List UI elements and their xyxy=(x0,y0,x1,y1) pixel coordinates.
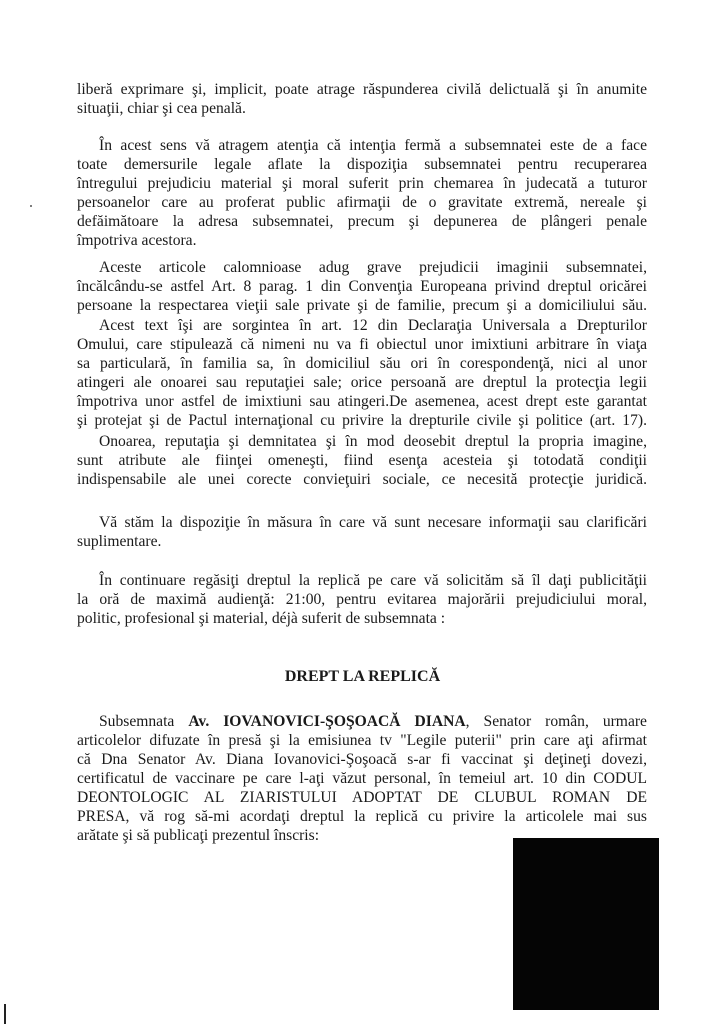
text-line: DEONTOLOGIC AL ZIARISTULUI ADOPTAT DE CLUBUL ROMAN DE xyxy=(77,789,647,806)
text-line: sa particulară, în familia sa, în domiciliul său ori în corespondenţă, nici al unor xyxy=(77,355,647,372)
text-line: Omului, care stipulează că nimeni nu va fi obiectul unor imixtiuni arbitrare în viaţa xyxy=(77,336,647,353)
text-line: împotriva acestora. xyxy=(77,232,197,249)
paragraph-3 xyxy=(77,258,647,315)
text-line: În continuare regăsiţi dreptul la replică pe care vă solicităm să îl daţi publicităţii xyxy=(99,572,647,589)
paragraph-6 xyxy=(77,513,647,551)
text-line: În acest sens vă atragem atenţia că intenţia fermă a subsemnatei este de a face xyxy=(99,137,647,154)
text-line: arătate şi să publicaţi prezentul înscris: xyxy=(77,827,320,844)
paragraph-5 xyxy=(77,432,647,489)
reply-lead-rest: , Senator român, urmare xyxy=(465,713,647,730)
text-line: Aceste articole calomnioase adug grave prejudicii imaginii subsemnatei, xyxy=(99,259,647,276)
text-line: articolelor difuzate în presă şi la emisiunea tv "Legile puterii" prin care aţi afirmat xyxy=(77,732,647,749)
text-line: încălcându-se astfel Art. 8 parag. 1 din Convenţia Europeana privind dreptul oricărei xyxy=(77,278,647,295)
reply-lead-line xyxy=(77,712,647,731)
text-line: la oră de maximă audienţă: 21:00, pentru evitarea majorării prejudiciului moral, xyxy=(77,591,647,608)
text-line: împotriva unor astfel de imixtiuni sau atingeri.De asemenea, acest drept este garantat xyxy=(77,393,647,410)
text-line: Acest text îşi are sorgintea în art. 12 din Declaraţia Universala a Drepturilor xyxy=(99,317,647,334)
text-line: PRESA, vă rog să-mi acordaţi dreptul la replică cu privire la articolele mai sus xyxy=(77,808,647,825)
signatory-name: Av. IOVANOVICI-ŞOŞOACĂ DIANA xyxy=(188,713,466,730)
text-line: persoane la respectarea vieţii sale private şi de familie, precum şi a domiciliului său. xyxy=(77,297,647,314)
text-line: persoanelor care au proferat public afirmaţii de o gravitate extremă, nereale şi xyxy=(77,194,647,211)
paragraph-7 xyxy=(77,571,647,628)
text-line: toate demersurile legale aflate la dispoziţia subsemnatei pentru recuperarea xyxy=(77,156,647,173)
text-line: politic, profesional şi material, déjà suferit de subsemnata : xyxy=(77,610,446,627)
text-line: indispensabile ale unei corecte convieţuiri sociale, ce necesită protecţie juridică. xyxy=(77,471,647,488)
paragraph-2 xyxy=(77,136,647,250)
text-line: că Dna Senator Av. Diana Iovanovici-Şoşoacă s-ar fi vaccinat şi deţineţi dovezi, xyxy=(77,751,647,768)
text-line: atingeri ale onoarei sau reputaţiei sale; orice persoană are dreptul la protecţia legii xyxy=(77,374,647,391)
reply-lead-plain: Subsemnata xyxy=(99,713,189,730)
redaction-block xyxy=(513,838,659,1010)
reply-paragraph xyxy=(77,712,647,845)
paragraph-1 xyxy=(77,80,647,118)
text-line: sunt atribute ale fiinţei omeneşti, fiind esenţa acesteia şi totodată condiţii xyxy=(77,452,647,469)
text-line: Onoarea, reputaţia şi demnitatea şi în mod deosebit dreptul la propria imagine, xyxy=(99,433,647,450)
text-line: situaţii, chiar şi cea penală. xyxy=(77,100,246,117)
text-line: şi protejat şi de Pactul internaţional cu privire la drepturile civile şi politice (art. 17). xyxy=(77,412,647,429)
text-line: Vă stăm la dispoziţie în măsura în care vă sunt necesare informaţii sau clarificări xyxy=(99,514,647,531)
text-line: întregului prejudiciu material şi moral suferit prin chemarea în judecată a tuturor xyxy=(77,175,647,192)
text-line: defăimătoare la adresa subsemnatei, precum şi depunerea de plângeri penale xyxy=(77,213,647,230)
text-line: suplimentare. xyxy=(77,533,162,550)
paragraph-4 xyxy=(77,316,647,430)
text-line: liberă exprimare şi, implicit, poate atrage răspunderea civilă delictuală şi în anumite xyxy=(77,81,647,98)
scan-speck xyxy=(30,205,32,207)
text-line: certificatul de vaccinare pe care l-aţi văzut personal, în temeiul art. 10 din CODUL xyxy=(77,770,647,787)
section-heading: DREPT LA REPLICĂ xyxy=(284,668,441,685)
scan-edge-mark xyxy=(4,1004,6,1024)
